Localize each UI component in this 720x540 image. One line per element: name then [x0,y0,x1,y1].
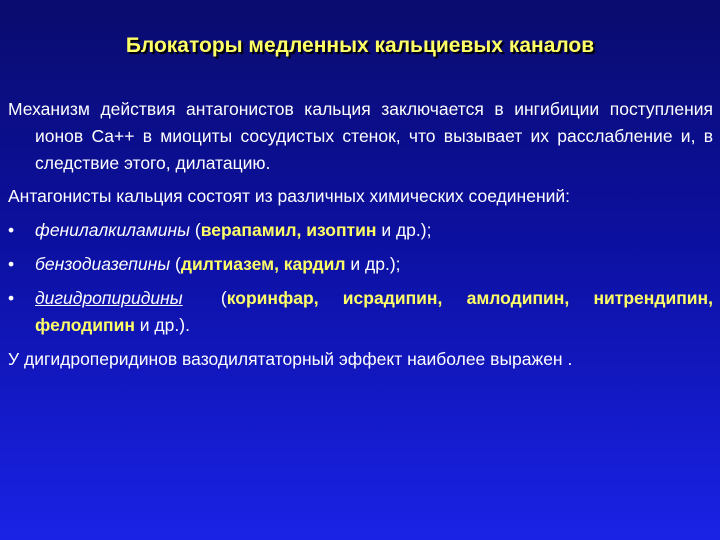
composition-paragraph: Антагонисты кальция состоят из различных химических соединений: [8,186,571,206]
bullet-item-benzodiazepines [8,251,713,278]
bullet-tail: и др.); [376,220,432,240]
effect-paragraph: У дигидроперидинов вазодилятаторный эффект наиболее выражен . [8,349,573,369]
drug-class-name: бензодиазепины [35,254,171,274]
bullet-item-phenylalkylamines [8,217,713,244]
drug-names: верапамил, изоптин [200,220,377,240]
drug-names: коринфар, исрадипин, амлодипин, нитрендипин, фелодипин [35,288,713,335]
slide-content [8,96,713,379]
slide-title: Блокаторы медленных кальциевых каналов [125,34,595,57]
drug-class-name: фенилалкиламины [35,220,191,240]
bullet-tail: и др.). [134,315,190,335]
paren-open: ( [190,220,201,240]
bullet-item-dihydropyridines [8,285,713,339]
bullet-tail: и др.); [345,254,401,274]
bullet-marker: • [8,220,15,240]
drug-names: дилтиазем, кардил [180,254,346,274]
bullet-marker: • [8,254,15,274]
drug-class-name: дигидропиридины [35,288,183,308]
paren-open: ( [170,254,181,274]
mechanism-paragraph: Механизм действия антагонистов кальция заключается в ингибиции поступления ионов Са++ в миоциты сосудистых стенок, что вызывает их расслабление и, в следствие этого, дилатацию. [8,99,713,173]
paren-open: ( [182,288,227,308]
bullet-marker: • [8,288,15,308]
